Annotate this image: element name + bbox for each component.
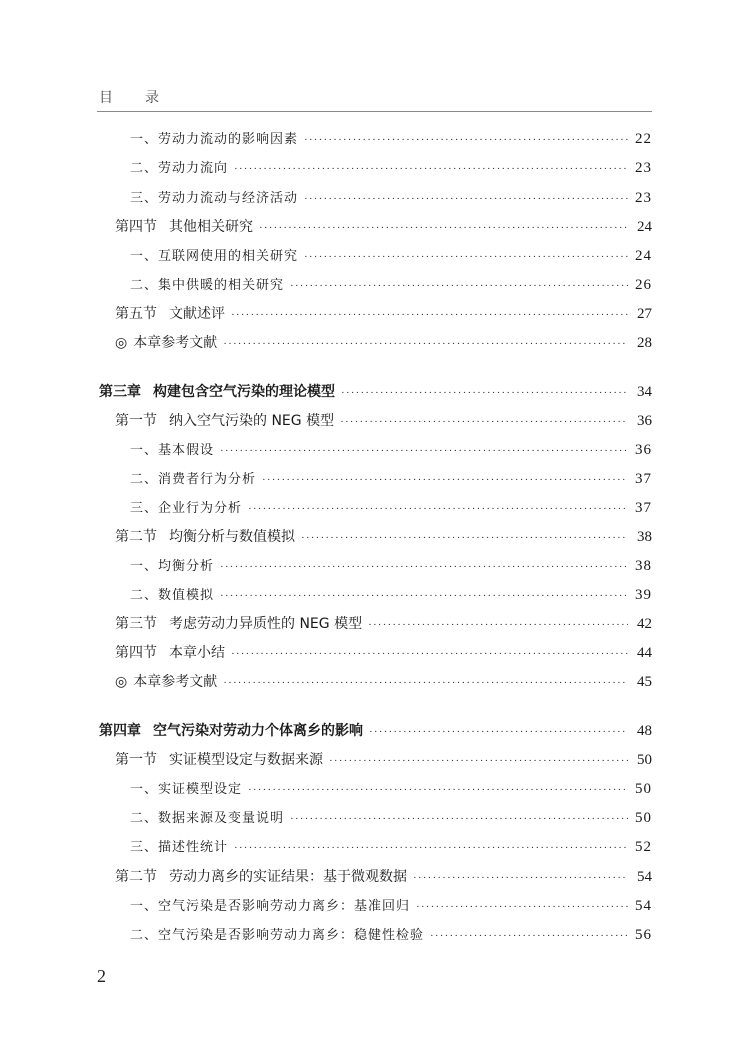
toc-entry-number: 第三章 [99, 384, 141, 400]
dot-leader [231, 304, 628, 326]
toc-entry-title [115, 410, 334, 432]
toc-entry-number: 二、 [130, 811, 159, 826]
toc-entry-number: 第一节 [115, 752, 157, 768]
page-number: 2 [97, 966, 106, 986]
toc-entry-title [130, 275, 284, 297]
toc-entry-number: 一、 [130, 249, 159, 264]
toc-entry-page: 37 [635, 500, 652, 516]
dot-leader [341, 382, 628, 404]
toc-entry-number: 一、 [130, 132, 159, 147]
toc-entry-page: 36 [635, 442, 652, 458]
toc-entry-title [130, 925, 424, 947]
toc-entry-number: 二、 [130, 161, 159, 176]
toc-entry-page: 37 [635, 471, 652, 487]
running-header [97, 84, 652, 112]
dot-leader [413, 867, 628, 889]
dot-leader [223, 672, 628, 694]
toc-entry-number: 二、 [130, 588, 159, 603]
toc-entry-title [99, 720, 363, 742]
toc-entry-sub[interactable] [99, 439, 652, 461]
dot-leader [248, 498, 628, 520]
dot-leader [290, 808, 628, 830]
toc-entry-text: 空气污染是否影响劳动力离乡：基准回归 [158, 899, 411, 914]
toc-entry-chapter[interactable] [99, 720, 652, 742]
toc-entry-page: 24 [637, 219, 652, 235]
toc-entry-section[interactable] [99, 303, 652, 325]
toc-entry-title [130, 556, 214, 578]
toc-entry-text: 均衡分析与数值模拟 [169, 529, 295, 545]
toc-entry-text: 纳入空气污染的 NEG 模型 [169, 413, 335, 429]
toc-entry-title [99, 381, 335, 403]
toc-entry-number: 第二节 [115, 869, 157, 885]
dot-leader [248, 779, 628, 801]
toc-entry-title [130, 808, 284, 830]
toc-entry-text: 劳动力流动与经济活动 [158, 191, 299, 206]
toc-entry-title [130, 585, 214, 607]
dot-leader [304, 129, 628, 151]
toc-entry-text: 其他相关研究 [169, 219, 253, 235]
toc-entry-sub[interactable] [99, 468, 652, 490]
toc-entry-sub[interactable] [99, 274, 652, 296]
toc-entry-title [130, 779, 242, 801]
dot-leader [369, 721, 628, 743]
toc-entry-title [115, 216, 253, 238]
toc-entry-number: 第四章 [99, 723, 141, 739]
dot-leader [220, 585, 628, 607]
toc-entry-sub[interactable] [99, 157, 652, 179]
toc-entry-page: 50 [635, 810, 652, 826]
toc-entry-page: 23 [635, 160, 652, 176]
toc-entry-title [115, 642, 225, 664]
toc-entry-number: 一、 [130, 559, 159, 574]
dot-leader [304, 188, 628, 210]
toc-entry-ref[interactable] [99, 332, 652, 354]
dot-leader [234, 158, 628, 180]
toc-entry-section[interactable] [99, 526, 652, 548]
toc-entry-sub[interactable] [99, 128, 652, 150]
toc-entry-section[interactable] [99, 642, 652, 664]
toc-entry-text: 空气污染对劳动力个体离乡的影响 [153, 723, 363, 739]
toc-entry-text: 均衡分析 [158, 559, 215, 574]
toc-entry-text: 描述性统计 [158, 840, 229, 855]
dot-leader [304, 246, 628, 268]
dot-leader [430, 925, 628, 947]
toc-entry-number: 第四节 [115, 219, 157, 235]
toc-entry-text: 数据来源及变量说明 [158, 811, 285, 826]
toc-entry-title [115, 866, 407, 888]
toc-entry-section[interactable] [99, 749, 652, 771]
toc-entry-title [130, 246, 298, 268]
toc-entry-number: 三、 [130, 840, 159, 855]
toc-entry-page: 38 [635, 558, 652, 574]
toc-entry-text: 企业行为分析 [158, 501, 243, 516]
dot-leader [234, 837, 628, 859]
dot-leader [220, 440, 628, 462]
toc-entry-title [130, 158, 228, 180]
dot-leader [231, 643, 628, 665]
toc-entry-page: 45 [637, 674, 652, 690]
toc-entry-title [115, 671, 217, 693]
dot-leader [290, 275, 628, 297]
toc-entry-number: 一、 [130, 782, 159, 797]
toc-entry-page: 34 [637, 384, 652, 400]
toc-entry-sub[interactable] [99, 187, 652, 209]
toc-entry-text: 集中供暖的相关研究 [158, 278, 285, 293]
toc-entry-section[interactable] [99, 216, 652, 238]
toc-entry-text: 劳动力离乡的实证结果：基于微观数据 [169, 869, 407, 885]
toc-entry-sub[interactable] [99, 778, 652, 800]
toc-entry-page: 50 [637, 752, 652, 768]
toc-entry-page: 28 [637, 335, 652, 351]
dot-leader [301, 527, 628, 549]
toc-entry-sub[interactable] [99, 245, 652, 267]
toc-entry-text: 消费者行为分析 [158, 472, 257, 487]
toc-entry-text: 互联网使用的相关研究 [158, 249, 299, 264]
toc-entry-sub[interactable] [99, 895, 652, 917]
toc-entry-text: 构建包含空气污染的理论模型 [153, 384, 335, 400]
toc-entry-number: 二、 [130, 472, 159, 487]
toc-entry-page: 56 [635, 927, 652, 943]
toc-entry-text: 本章参考文献 [133, 674, 218, 690]
toc-entry-title [130, 896, 410, 918]
toc-entry-section[interactable] [99, 866, 652, 888]
header-title-char-2: 录 [145, 90, 159, 106]
toc-entry-text: 实证模型设定 [158, 782, 243, 797]
toc-entry-sub[interactable] [99, 555, 652, 577]
toc-entry-page: 39 [635, 587, 652, 603]
dot-leader [368, 614, 628, 636]
toc-entry-text: 本章小结 [169, 645, 225, 661]
toc-entry-section[interactable] [99, 613, 652, 635]
toc-entry-title [130, 188, 298, 210]
toc-entry-number: 一、 [130, 443, 159, 458]
toc-entry-sub[interactable] [99, 836, 652, 858]
toc-entry-title [130, 129, 298, 151]
toc-entry-number: 三、 [130, 501, 159, 516]
toc-entry-page: 22 [635, 131, 652, 147]
toc-entry-page: 44 [637, 645, 652, 661]
toc-entry-number: 二、 [130, 928, 159, 943]
dot-leader [262, 469, 628, 491]
toc-entry-title [130, 469, 256, 491]
toc-entry-page: 26 [635, 277, 652, 293]
toc-entry-number: 第三节 [115, 616, 157, 632]
toc-entry-text: 文献述评 [169, 306, 225, 322]
toc-entry-page: 36 [637, 413, 652, 429]
toc-entry-section[interactable] [99, 410, 652, 432]
dot-leader [223, 333, 628, 355]
toc-entry-number: 第一节 [115, 413, 157, 429]
toc-entry-sub[interactable] [99, 584, 652, 606]
toc-entry-title [130, 837, 228, 859]
toc-entry-page: 23 [635, 190, 652, 206]
toc-entry-sub[interactable] [99, 924, 652, 946]
dot-leader [340, 411, 628, 433]
toc-entry-title [115, 303, 225, 325]
bullseye-icon: ◎ [115, 674, 128, 690]
toc-entry-text: 考虑劳动力异质性的 NEG 模型 [169, 616, 363, 632]
dot-leader [259, 217, 628, 239]
toc-entry-text: 空气污染是否影响劳动力离乡：稳健性检验 [158, 928, 425, 943]
toc-entry-title [130, 440, 214, 462]
toc-entry-page: 42 [637, 616, 652, 632]
toc-entry-text: 实证模型设定与数据来源 [169, 752, 323, 768]
toc-entry-page: 38 [637, 529, 652, 545]
toc-entry-number: 三、 [130, 191, 159, 206]
dot-leader [416, 896, 628, 918]
toc-entry-number: 二、 [130, 278, 159, 293]
toc-entry-page: 54 [635, 898, 652, 914]
toc-entry-page: 24 [635, 248, 652, 264]
dot-leader [220, 556, 628, 578]
toc-entry-number: 第二节 [115, 529, 157, 545]
toc-entry-page: 52 [635, 839, 652, 855]
toc-entry-title [115, 613, 362, 635]
toc-entry-text: 数值模拟 [158, 588, 215, 603]
toc-entry-chapter[interactable] [99, 381, 652, 403]
toc-entry-number: 一、 [130, 899, 159, 914]
toc-entry-text: 本章参考文献 [133, 335, 218, 351]
toc-entry-title [115, 526, 295, 548]
header-title-char-1: 目 [99, 90, 113, 106]
toc-entry-number: 第五节 [115, 306, 157, 322]
toc-entry-ref[interactable] [99, 671, 652, 693]
toc-entry-page: 54 [637, 869, 652, 885]
toc-entry-title [130, 498, 242, 520]
bullseye-icon: ◎ [115, 335, 128, 351]
toc-entry-page: 27 [637, 306, 652, 322]
toc-entry-title [115, 749, 323, 771]
toc-entry-sub[interactable] [99, 807, 652, 829]
toc-entry-title [115, 332, 217, 354]
toc-entry-sub[interactable] [99, 497, 652, 519]
toc-entry-text: 基本假设 [158, 443, 215, 458]
toc-entry-number: 第四节 [115, 645, 157, 661]
toc-entry-page: 50 [635, 781, 652, 797]
toc-entry-text: 劳动力流向 [158, 161, 229, 176]
toc-entry-page: 48 [637, 723, 652, 739]
dot-leader [329, 750, 628, 772]
toc-entry-text: 劳动力流动的影响因素 [158, 132, 299, 147]
